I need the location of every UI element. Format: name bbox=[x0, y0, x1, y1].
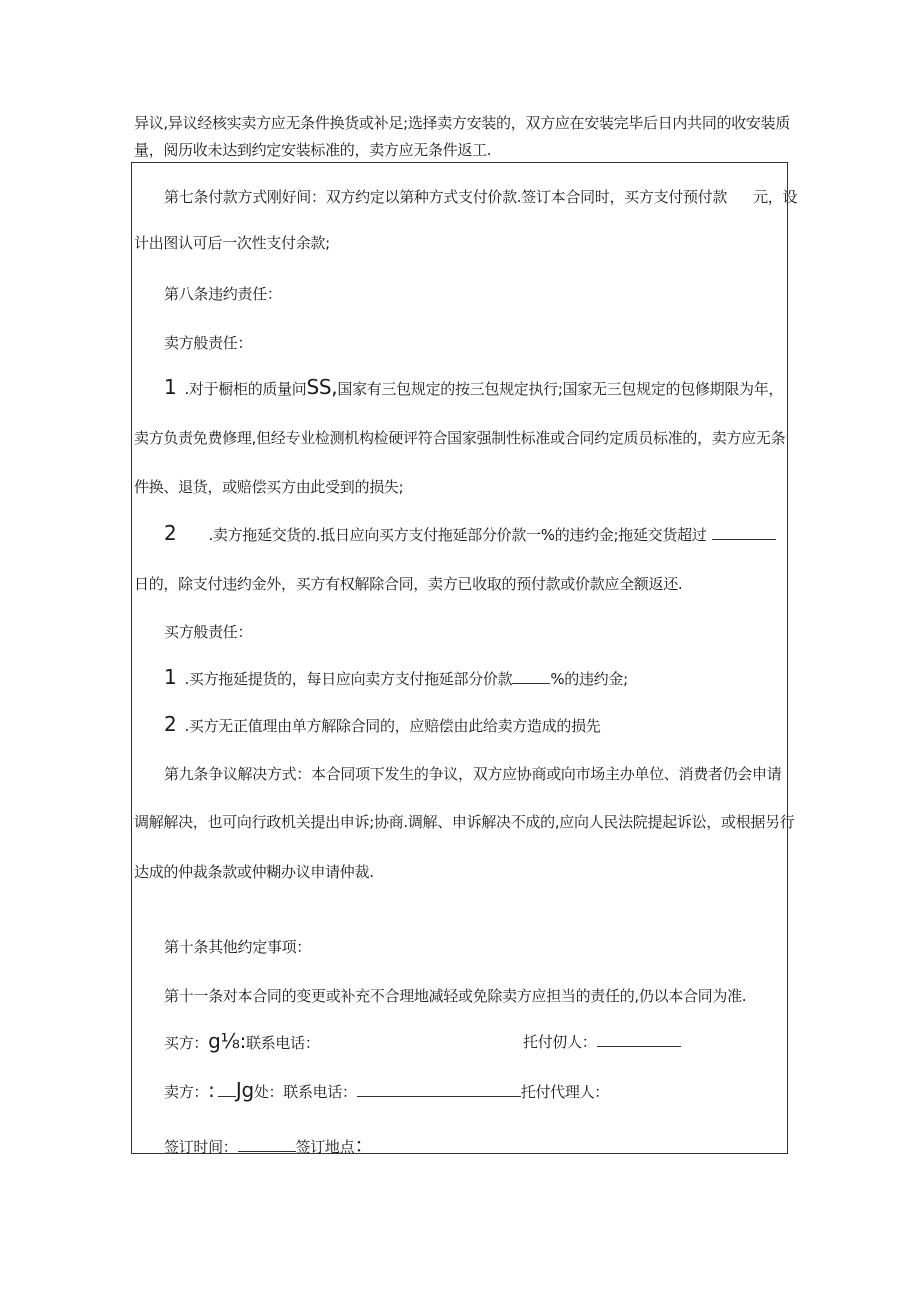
buyer-item-1-line bbox=[164, 665, 628, 689]
intro-line-1: 异议,异议经核实卖方应无条件换货或补足;选择卖方安装的，双方应在安装完毕后日内共同的收安装质 bbox=[134, 114, 791, 132]
buyer-item-1-suffix: %的违约金; bbox=[550, 670, 628, 688]
buyer-label: 买方： bbox=[164, 1034, 209, 1052]
seller-name-blank bbox=[218, 1082, 236, 1097]
intro-line-2: 量，阅历收未达到约定安装标准的，卖方应无条件返工. bbox=[134, 141, 492, 159]
signing-place-label: 签订地点 bbox=[295, 1138, 355, 1156]
article-11: 第十一条对本合同的变更或补充不合理地减轻或免除卖方应担当的责任的,仍以本合同为准. bbox=[164, 987, 747, 1005]
buyer-phone-label: 联系电话： bbox=[246, 1034, 320, 1052]
penalty-percent-blank bbox=[512, 669, 550, 684]
seller-item-2-line-1 bbox=[164, 521, 776, 545]
buyer-duty-title: 买方般责任： bbox=[164, 623, 253, 641]
article-7-unit: 元，设 bbox=[753, 188, 798, 206]
seller-agent-label: 托付代理人： bbox=[520, 1083, 609, 1101]
buyer-agent-label: 托付仞人： bbox=[523, 1033, 597, 1051]
article-9-line-3: 达成的仲裁条款或仲糊办议申请仲裁. bbox=[134, 863, 374, 881]
seller-item-1-text-a: .对于橱柜的质量问 bbox=[184, 380, 307, 398]
article-9-line-2: 调解解决，也可向行政机关提出申诉;协商.调解、申诉解决不成的,应向人民法院提起诉讼，或根据另行 bbox=[134, 813, 795, 831]
buyer-code: g⅛: bbox=[208, 1029, 247, 1053]
buyer-item-1-text: .买方拖延提货的，每日应向卖方支付拖延部分价款 bbox=[184, 670, 513, 688]
seller-item-2-number: 2 bbox=[164, 521, 177, 545]
seller-item-2-line-2: 日的，除支付违约金外，买方有权解除合同，卖方已收取的预付款或价款应全额返还. bbox=[134, 575, 683, 593]
signing-time-label: 签订时间： bbox=[164, 1138, 238, 1156]
buyer-agent-field bbox=[523, 1031, 681, 1052]
buyer-item-1-number: 1 bbox=[164, 665, 177, 689]
article-8-title: 第八条违约责任： bbox=[164, 285, 282, 303]
buyer-item-2-text: .买方无正值理由单方解除合同的，应赔偿由此给卖方造成的损先 bbox=[184, 717, 601, 735]
seller-code: Jg bbox=[235, 1078, 254, 1102]
contract-table-cell bbox=[131, 162, 798, 1157]
overdue-days-blank bbox=[712, 525, 776, 540]
signature-buyer-row bbox=[164, 1029, 320, 1053]
seller-item-1-line-2: 卖方负责免费修理,但经专业检测机构检硬评符合国家强制性标准或合同约定质员标准的，卖方应无条 bbox=[134, 429, 786, 447]
buyer-agent-blank bbox=[597, 1032, 681, 1047]
seller-phone-label: 处：联系电话： bbox=[253, 1083, 357, 1101]
signature-seller-row: 卖方：: Jg处：联系电话： 托付代理人： bbox=[164, 1078, 609, 1102]
article-7-text: 第七条付款方式刚好间：双方约定以第种方式支付价款.签订本合同时，买方支付预付款 bbox=[164, 188, 728, 206]
seller-label: 卖方： bbox=[164, 1083, 209, 1101]
seller-duty-title: 卖方般责任： bbox=[164, 334, 253, 352]
seller-item-2-text: .卖方拖延交货的.抵日应向买方支付拖延部分价款一%的违约金;拖延交货超过 bbox=[208, 526, 707, 544]
seller-phone-blank bbox=[357, 1082, 521, 1097]
article-7-line-2: 计出图认可后一次性支付余款; bbox=[134, 234, 330, 252]
buyer-item-2-line bbox=[164, 712, 601, 736]
signing-time-blank bbox=[238, 1137, 296, 1152]
seller-item-1-number: 1 bbox=[164, 375, 177, 399]
seller-item-1-text-b: SS, bbox=[306, 375, 338, 399]
buyer-item-2-number: 2 bbox=[164, 712, 177, 736]
seller-item-1-line-1 bbox=[164, 375, 783, 399]
signing-place-colon: ： bbox=[354, 1133, 375, 1157]
article-9-line-1: 第九条争议解决方式：本合同项下发生的争议，双方应协商或向市场主办单位、消费者仍会申请 bbox=[164, 765, 782, 783]
intro-paragraph bbox=[134, 110, 794, 164]
seller-item-1-text-c: 国家有三包规定的按三包规定执行;国家无三包规定的包修期限为年， bbox=[337, 380, 784, 398]
signing-info-row bbox=[164, 1129, 374, 1158]
article-7-line-1 bbox=[164, 186, 797, 207]
article-10: 第十条其他约定事项： bbox=[164, 938, 312, 956]
seller-item-1-line-3: 件换、退货，或赔偿买方由此受到的损失; bbox=[134, 478, 404, 496]
